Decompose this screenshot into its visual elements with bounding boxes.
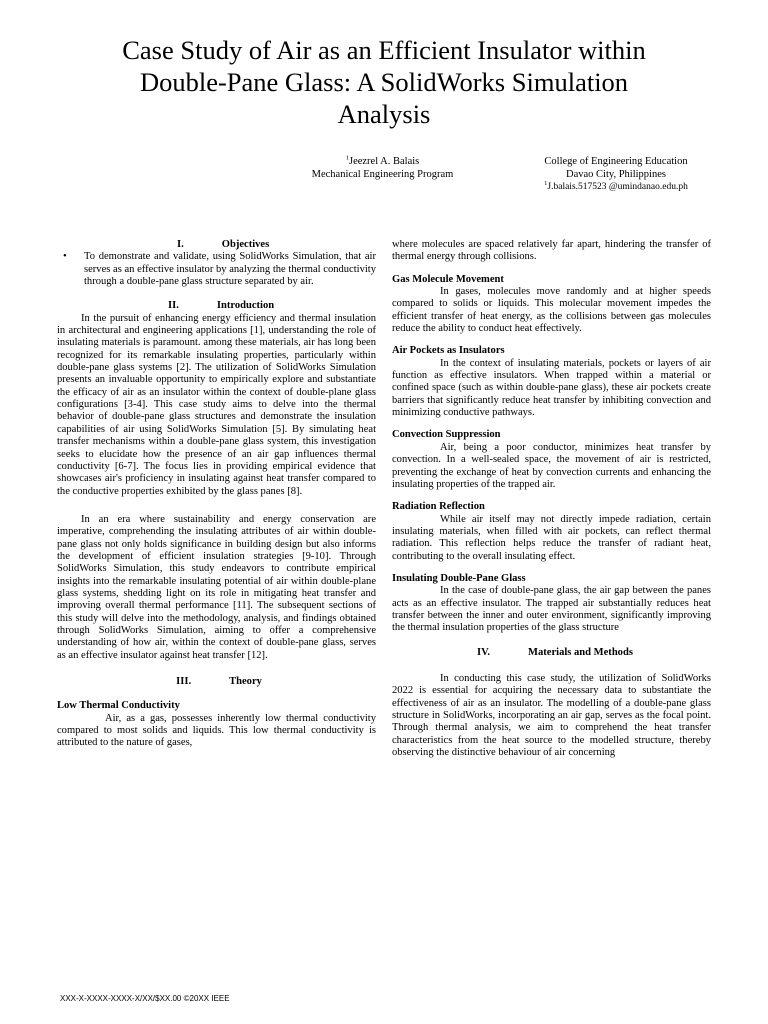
section-heading-materials: IV. Materials and Methods [477, 646, 633, 658]
radiation-text: While air itself may not directly impede radiation, certain insulating materials, when filled with air pockets, can reflect thermal radiation. This reflection helps reduce the transfer of radiant heat, contributing to the overall insulating effect. [392, 513, 711, 562]
objectives-list [57, 251, 376, 288]
paper-title [40, 34, 728, 130]
subheading-gas-molecule: Gas Molecule Movement [392, 273, 504, 285]
subheading-low-thermal: Low Thermal Conductivity [57, 700, 180, 712]
gas-molecule-text: In gases, molecules move randomly and at higher speeds compared to solids or liquids. This molecular movement impedes the efficient transfer of heat energy, as the collisions between gas molecules reduce the ability to conduct heat effectively. [392, 286, 711, 335]
author-email: J.balais.517523 @umindanao.edu.ph [547, 182, 688, 192]
insulating-glass-text: In the case of double-pane glass, the air gap between the panes acts as an effective insulator. The trapped air substantially reduces heat transfer between the inner and outer environment, significantly improving the thermal insulation properties of the glass structure [392, 585, 711, 634]
institution-location: Davao City, Philippines [566, 168, 666, 180]
institution-name: College of Engineering Education [544, 156, 688, 167]
subheading-insulating-glass: Insulating Double-Pane Glass [392, 572, 526, 584]
institution-block [505, 156, 727, 194]
title-line: Case Study of Air as an Efficient Insulator within [122, 35, 646, 65]
bullet-icon: • [63, 251, 67, 263]
section-heading-theory: III. Theory [176, 676, 262, 687]
left-column [57, 239, 376, 750]
title-line: Analysis [337, 99, 431, 129]
air-pockets-text: In the context of insulating materials, pockets or layers of air function as effective insulators. When trapped within a material or confined space (such as within double-pane glass), these air pockets create barriers that significantly reduce heat transfer by inhibiting convection and minimizing conductive pathways. [392, 357, 711, 419]
author-sup: 1 [345, 154, 349, 162]
subheading-convection: Convection Suppression [392, 429, 501, 441]
right-column [392, 239, 711, 759]
low-thermal-text: Air, as a gas, possesses inherently low thermal conductivity compared to most solids and liquids. This low thermal conductivity is attributed to the nature of gases, [57, 712, 376, 749]
intro-paragraph-2: In an era where sustainability and energy conservation are imperative, comprehending the insulating attributes of air within double-pane glass not only holds significance in building design but also informs the development of efficient insulation strategies [9-10]. Through SolidWorks Simulation, this study endeavors to contribute empirical insights into the remarkable insulating potential of air within double-plane glass systems, shedding light on its role in mitigating heat transfer and improving overall thermal performance [11]. The subsequent sections of this study will delve into the methodology, analysis, and findings obtained through SolidWorks Simulation, aiming to offer a comprehensive understanding of how air, within the context of double-pane glass, serves as an effective insulator against heat transfer [12]. [57, 513, 376, 661]
author-block [260, 156, 505, 181]
convection-text: Air, being a poor conductor, minimizes heat transfer by convection. In a well-sealed space, the movement of air is restricted, preventing the exchange of heat by convection currents and enhancing the insulating properties of the trapped air. [392, 441, 711, 490]
section-heading-introduction: II. Introduction [168, 300, 275, 312]
section-heading-objectives: I. Objectives [177, 239, 270, 250]
intro-paragraph-1: In the pursuit of enhancing energy efficiency and thermal insulation in architectural and engineering applications [1], understanding the role of insulating materials is paramount. among these materials, air has long been recognized for its remarkable insulating properties, particularly within double-pane glass systems [2]. The utilization of SolidWorks Simulation presents an invaluable opportunity to empirically explore and substantiate the efficacy of air as an insulator within the context of double-plane glass configurations [3-4]. This case study aims to delve into the thermal behavior of double-pane glass structures and demonstrate the insulation capabilities of air using SolidWorks Simulation [5]. By simulating heat transfer mechanisms within a double-pane glass system, this investigation seeks to elucidate how the presence of an air gap influences thermal conductivity [6-7]. The focus lies in providing empirical evidence that showcases air's proficiency in insulating against heat transfer compared to the conductive properties exhibited by the glass panes [8]. [57, 312, 376, 497]
footer-copyright: XXX-X-XXXX-XXXX-X/XX/$XX.00 ©20XX IEEE [60, 994, 230, 1003]
author-affiliation: Mechanical Engineering Program [311, 168, 454, 180]
list-item: • To demonstrate and validate, using SolidWorks Simulation, that air serves as an effective insulator by analyzing the thermal conductivity through a double-pane glass structure separated by air. [63, 251, 376, 288]
email-sup: 1 [544, 179, 548, 187]
low-thermal-text-cont: where molecules are spaced relatively far apart, hindering the transfer of thermal energy through collisions. [392, 239, 711, 263]
author-name: Jeezrel A. Balais [348, 156, 420, 167]
title-line: Double-Pane Glass: A SolidWorks Simulation [139, 67, 629, 97]
materials-paragraph-1: In conducting this case study, the utilization of SolidWorks 2022 is essential for acquiring the necessary data to substantiate the effectiveness of air as an insulator. The modelling of a double-pane glass structure in SolidWorks, incorporating an air gap, serves as the focal point. Through thermal analysis, we aim to comprehend the heat transfer characteristics from the heat source to the modelled structure, thereby observing the distinctive behaviour of air concerning [392, 672, 711, 759]
subheading-air-pockets: Air Pockets as Insulators [392, 345, 505, 357]
subheading-radiation: Radiation Reflection [392, 501, 485, 513]
